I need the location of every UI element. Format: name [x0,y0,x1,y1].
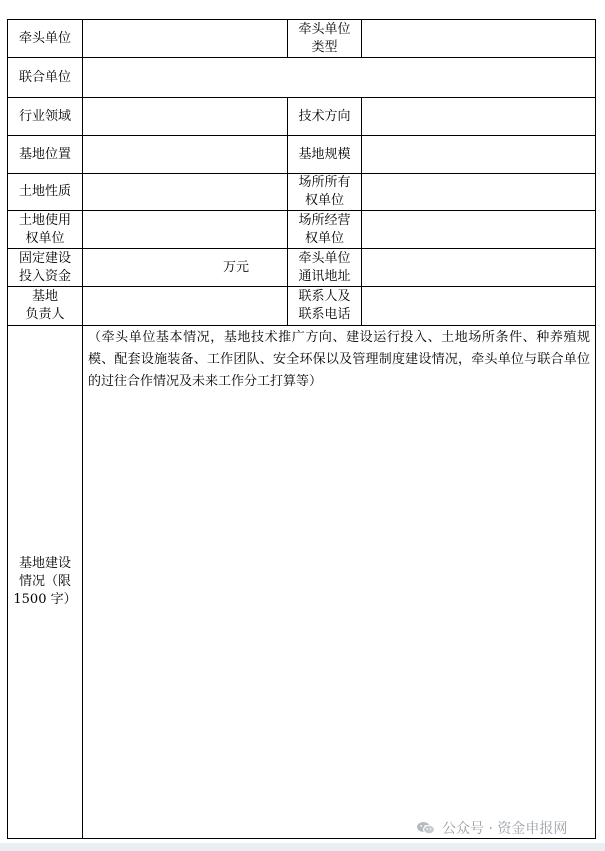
construction-note[interactable]: （牵头单位基本情况，基地技术推广方向、建设运行投入、土地场所条件、种养殖规模、配套设施装备、工作团队、安全环保以及管理制度建设情况，牵头单位与联合单位的过往合作情况及未来工作分工打算等） [88,330,590,389]
label-fixed-investment: 固定建设 投入资金 [18,250,71,284]
field-base-location[interactable] [83,136,287,173]
wechat-watermark [416,818,567,838]
row-divider [8,325,595,326]
label-lead-unit: 牵头单位 [18,30,71,46]
label-site-operator: 场所经营 权单位 [298,212,351,246]
label-lead-unit-type: 牵头单位 类型 [298,21,351,55]
field-lead-address[interactable] [362,249,595,286]
watermark-text: 公众号 · 资金申报网 [442,821,568,837]
label-base-scale: 基地规模 [298,146,351,162]
field-land-user[interactable] [83,211,287,248]
application-form-table [7,19,596,839]
label-land-user: 土地使用 权单位 [18,212,71,246]
label-base-location: 基地位置 [18,146,71,162]
label-joint-unit: 联合单位 [18,69,71,85]
field-joint-unit[interactable] [83,58,595,97]
wechat-icon [416,821,436,835]
field-base-leader[interactable] [83,287,287,325]
label-site-owner: 场所所有 权单位 [298,175,351,208]
field-lead-unit[interactable] [83,20,287,57]
field-land-nature[interactable] [83,174,287,210]
field-fixed-investment[interactable] [83,249,287,286]
field-site-operator[interactable] [362,211,595,248]
label-land-nature: 土地性质 [18,184,71,199]
field-industry[interactable] [83,98,287,135]
field-site-owner[interactable] [362,174,595,210]
label-contact: 联系人及 联系电话 [298,289,351,322]
footer-band [0,843,605,851]
label-tech-direction: 技术方向 [298,108,351,124]
label-industry: 行业领域 [18,108,71,124]
label-construction: 基地建设 情况（限 1500 字） [13,556,77,607]
field-contact[interactable] [362,287,595,325]
label-base-leader: 基地 负责人 [25,289,65,322]
field-lead-unit-type[interactable] [362,20,595,57]
field-tech-direction[interactable] [362,98,595,135]
unit-wanyuan: 万元 [222,259,249,275]
label-lead-address: 牵头单位 通讯地址 [298,250,351,284]
field-base-scale[interactable] [362,136,595,173]
